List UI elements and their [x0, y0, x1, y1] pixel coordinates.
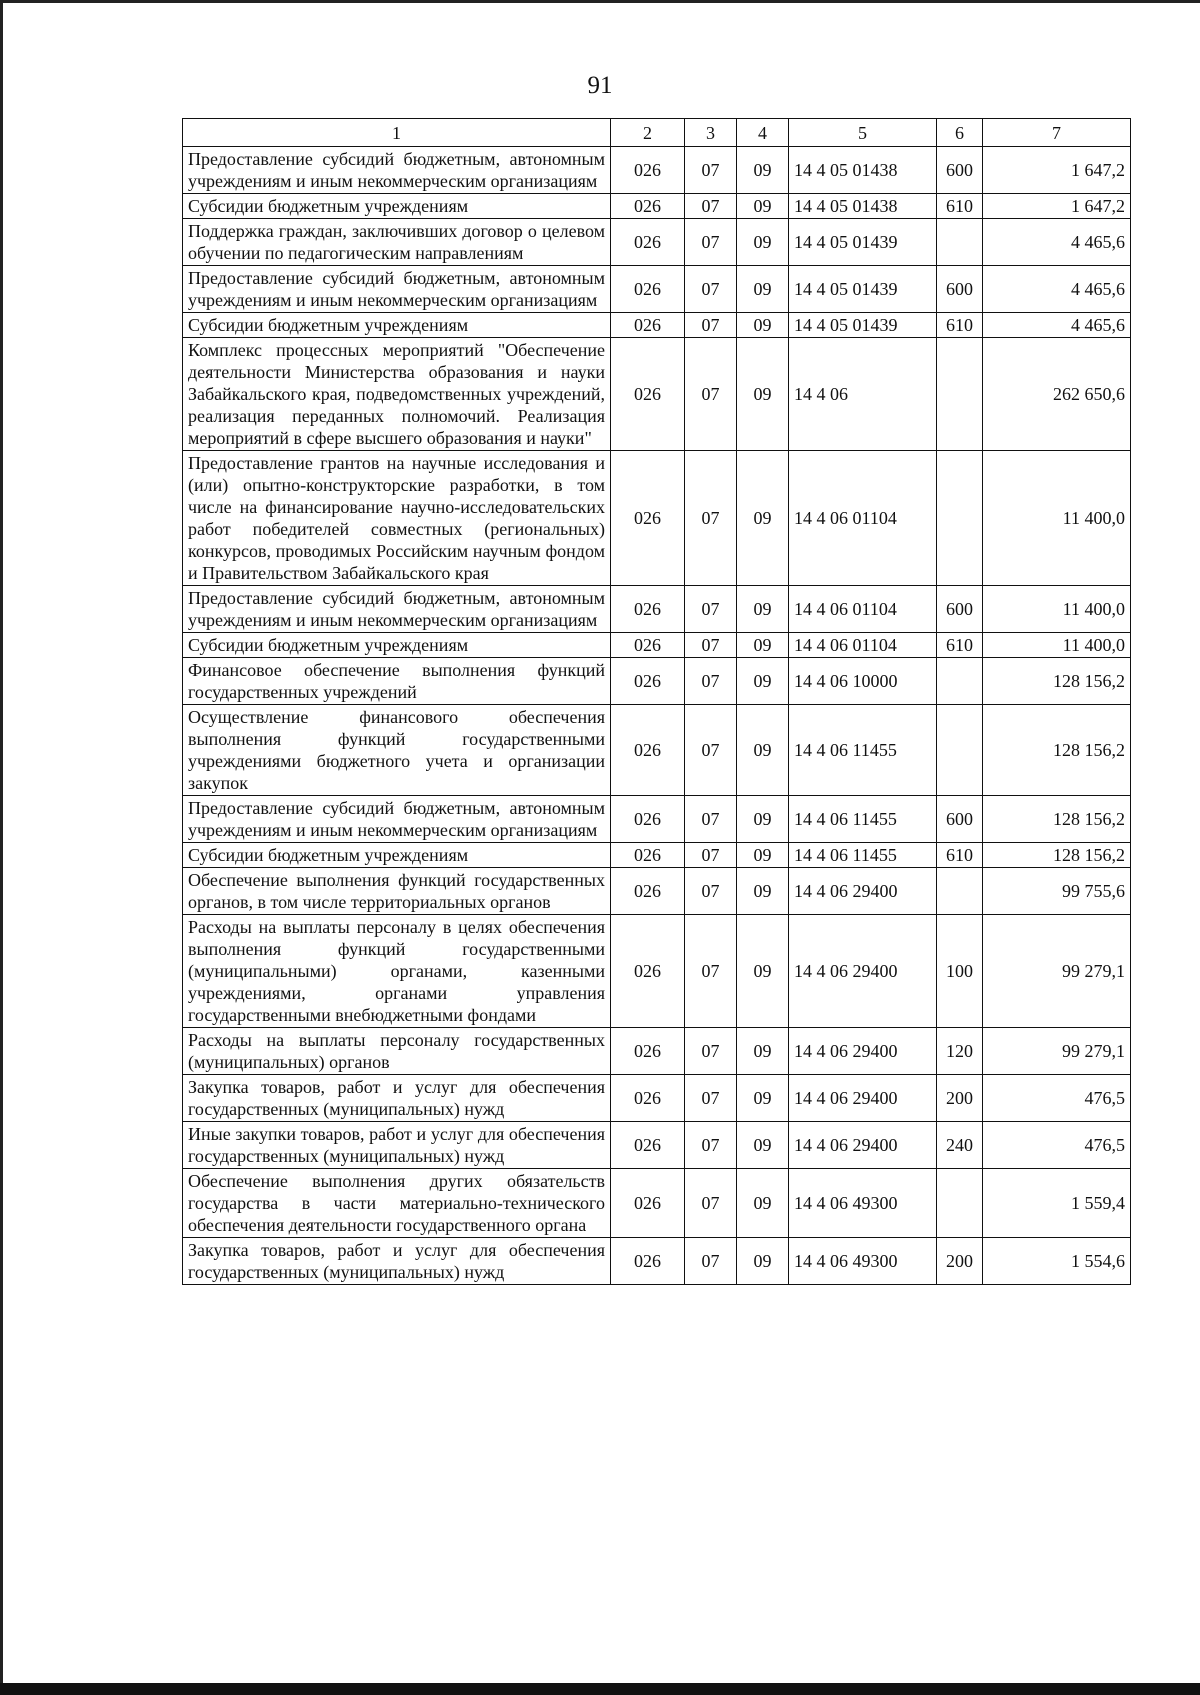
expense-type-cell	[937, 868, 983, 915]
section-code-cell: 07	[685, 1075, 737, 1122]
admin-code-cell: 026	[611, 147, 685, 194]
expense-type-cell: 610	[937, 313, 983, 338]
expense-type-cell: 600	[937, 266, 983, 313]
amount-cell: 1 559,4	[983, 1169, 1131, 1238]
subsection-code-cell: 09	[737, 586, 789, 633]
row-name-cell: Комплекс процессных мероприятий "Обеспечение деятельности Министерства образования и науки Забайкальского края, подведомственных учреждений, реализация переданных полномочий. Реализация мероприятий в сфере высшего образования и науки"	[183, 338, 611, 451]
target-article-cell: 14 4 06 29400	[789, 1122, 937, 1169]
row-name-cell: Предоставление субсидий бюджетным, автономным учреждениям и иным некоммерческим организациям	[183, 796, 611, 843]
section-code-cell: 07	[685, 338, 737, 451]
target-article-cell: 14 4 06 49300	[789, 1169, 937, 1238]
amount-cell: 11 400,0	[983, 451, 1131, 586]
expense-type-cell: 610	[937, 194, 983, 219]
target-article-cell: 14 4 06 11455	[789, 796, 937, 843]
subsection-code-cell: 09	[737, 1075, 789, 1122]
column-header: 7	[983, 119, 1131, 147]
target-article-cell: 14 4 05 01438	[789, 147, 937, 194]
scan-border-bottom	[0, 1683, 1200, 1695]
subsection-code-cell: 09	[737, 1169, 789, 1238]
section-code-cell: 07	[685, 658, 737, 705]
section-code-cell: 07	[685, 915, 737, 1028]
section-code-cell: 07	[685, 147, 737, 194]
section-code-cell: 07	[685, 796, 737, 843]
section-code-cell: 07	[685, 194, 737, 219]
expense-type-cell: 200	[937, 1075, 983, 1122]
expense-type-cell: 610	[937, 633, 983, 658]
amount-cell: 99 279,1	[983, 915, 1131, 1028]
target-article-cell: 14 4 06 29400	[789, 1075, 937, 1122]
row-name-cell: Расходы на выплаты персоналу государственных (муниципальных) органов	[183, 1028, 611, 1075]
amount-cell: 1 554,6	[983, 1238, 1131, 1285]
row-name-cell: Закупка товаров, работ и услуг для обеспечения государственных (муниципальных) нужд	[183, 1075, 611, 1122]
table-row	[183, 194, 1131, 219]
amount-cell: 4 465,6	[983, 266, 1131, 313]
admin-code-cell: 026	[611, 843, 685, 868]
amount-cell: 128 156,2	[983, 796, 1131, 843]
table-row	[183, 705, 1131, 796]
subsection-code-cell: 09	[737, 266, 789, 313]
table-row	[183, 658, 1131, 705]
row-name-cell: Предоставление грантов на научные исследования и (или) опытно-конструкторские разработки, в том числе на финансирование научно-исследовательских работ победителей совместных (региональных) конкурсов, проводимых Российским научным фондом и Правительством Забайкальского края	[183, 451, 611, 586]
row-name-cell: Обеспечение выполнения функций государственных органов, в том числе территориальных органов	[183, 868, 611, 915]
section-code-cell: 07	[685, 633, 737, 658]
column-header: 6	[937, 119, 983, 147]
target-article-cell: 14 4 05 01438	[789, 194, 937, 219]
amount-cell: 128 156,2	[983, 658, 1131, 705]
expense-type-cell	[937, 451, 983, 586]
amount-cell: 4 465,6	[983, 219, 1131, 266]
subsection-code-cell: 09	[737, 1028, 789, 1075]
row-name-cell: Иные закупки товаров, работ и услуг для обеспечения государственных (муниципальных) нужд	[183, 1122, 611, 1169]
table-row	[183, 313, 1131, 338]
row-name-cell: Финансовое обеспечение выполнения функций государственных учреждений	[183, 658, 611, 705]
row-name-cell: Предоставление субсидий бюджетным, автономным учреждениям и иным некоммерческим организациям	[183, 586, 611, 633]
admin-code-cell: 026	[611, 1028, 685, 1075]
amount-cell: 128 156,2	[983, 705, 1131, 796]
target-article-cell: 14 4 06 01104	[789, 451, 937, 586]
admin-code-cell: 026	[611, 1075, 685, 1122]
amount-cell: 4 465,6	[983, 313, 1131, 338]
amount-cell: 1 647,2	[983, 194, 1131, 219]
row-name-cell: Субсидии бюджетным учреждениям	[183, 633, 611, 658]
section-code-cell: 07	[685, 219, 737, 266]
scan-border-top	[0, 0, 1200, 3]
amount-cell: 11 400,0	[983, 586, 1131, 633]
subsection-code-cell: 09	[737, 313, 789, 338]
row-name-cell: Обеспечение выполнения других обязательств государства в части материально-технического обеспечения деятельности государственного органа	[183, 1169, 611, 1238]
subsection-code-cell: 09	[737, 451, 789, 586]
subsection-code-cell: 09	[737, 194, 789, 219]
amount-cell: 1 647,2	[983, 147, 1131, 194]
expense-type-cell	[937, 219, 983, 266]
table-row	[183, 1169, 1131, 1238]
section-code-cell: 07	[685, 313, 737, 338]
target-article-cell: 14 4 06 10000	[789, 658, 937, 705]
admin-code-cell: 026	[611, 219, 685, 266]
table-row	[183, 1028, 1131, 1075]
row-name-cell: Субсидии бюджетным учреждениям	[183, 194, 611, 219]
table-row	[183, 338, 1131, 451]
column-header: 4	[737, 119, 789, 147]
expense-type-cell: 610	[937, 843, 983, 868]
amount-cell: 99 279,1	[983, 1028, 1131, 1075]
table-row	[183, 1238, 1131, 1285]
row-name-cell: Осуществление финансового обеспечения выполнения функций государственными учреждениями бюджетного учета и организации закупок	[183, 705, 611, 796]
admin-code-cell: 026	[611, 633, 685, 658]
target-article-cell: 14 4 06 29400	[789, 868, 937, 915]
subsection-code-cell: 09	[737, 1122, 789, 1169]
subsection-code-cell: 09	[737, 147, 789, 194]
subsection-code-cell: 09	[737, 658, 789, 705]
table-row	[183, 451, 1131, 586]
table-body	[183, 147, 1131, 1285]
section-code-cell: 07	[685, 1122, 737, 1169]
expense-type-cell: 600	[937, 147, 983, 194]
subsection-code-cell: 09	[737, 219, 789, 266]
subsection-code-cell: 09	[737, 915, 789, 1028]
admin-code-cell: 026	[611, 194, 685, 219]
amount-cell: 11 400,0	[983, 633, 1131, 658]
header-row	[183, 119, 1131, 147]
table-row	[183, 266, 1131, 313]
section-code-cell: 07	[685, 266, 737, 313]
row-name-cell: Субсидии бюджетным учреждениям	[183, 313, 611, 338]
expense-type-cell: 100	[937, 915, 983, 1028]
admin-code-cell: 026	[611, 451, 685, 586]
subsection-code-cell: 09	[737, 705, 789, 796]
column-header: 5	[789, 119, 937, 147]
budget-table	[182, 118, 1131, 1285]
table-row	[183, 868, 1131, 915]
page-number: 91	[587, 72, 613, 99]
target-article-cell: 14 4 06 29400	[789, 915, 937, 1028]
admin-code-cell: 026	[611, 705, 685, 796]
target-article-cell: 14 4 06 11455	[789, 843, 937, 868]
subsection-code-cell: 09	[737, 338, 789, 451]
subsection-code-cell: 09	[737, 1238, 789, 1285]
expense-type-cell: 120	[937, 1028, 983, 1075]
subsection-code-cell: 09	[737, 633, 789, 658]
admin-code-cell: 026	[611, 868, 685, 915]
row-name-cell: Расходы на выплаты персоналу в целях обеспечения выполнения функций государственными (муниципальными) органами, казенными учреждениями, органами управления государственными внебюджетными фондами	[183, 915, 611, 1028]
table-row	[183, 1122, 1131, 1169]
section-code-cell: 07	[685, 1169, 737, 1238]
column-header: 2	[611, 119, 685, 147]
expense-type-cell	[937, 658, 983, 705]
table-row	[183, 147, 1131, 194]
table-row	[183, 586, 1131, 633]
expense-type-cell: 600	[937, 796, 983, 843]
admin-code-cell: 026	[611, 586, 685, 633]
section-code-cell: 07	[685, 1238, 737, 1285]
target-article-cell: 14 4 06 01104	[789, 633, 937, 658]
row-name-cell: Предоставление субсидий бюджетным, автономным учреждениям и иным некоммерческим организациям	[183, 266, 611, 313]
subsection-code-cell: 09	[737, 796, 789, 843]
column-header: 1	[183, 119, 611, 147]
row-name-cell: Предоставление субсидий бюджетным, автономным учреждениям и иным некоммерческим организациям	[183, 147, 611, 194]
expense-type-cell	[937, 1169, 983, 1238]
admin-code-cell: 026	[611, 1122, 685, 1169]
admin-code-cell: 026	[611, 1238, 685, 1285]
amount-cell: 128 156,2	[983, 843, 1131, 868]
subsection-code-cell: 09	[737, 843, 789, 868]
table-row	[183, 1075, 1131, 1122]
target-article-cell: 14 4 06	[789, 338, 937, 451]
target-article-cell: 14 4 05 01439	[789, 266, 937, 313]
admin-code-cell: 026	[611, 313, 685, 338]
target-article-cell: 14 4 06 29400	[789, 1028, 937, 1075]
expense-type-cell: 240	[937, 1122, 983, 1169]
section-code-cell: 07	[685, 705, 737, 796]
scan-border-left	[0, 0, 3, 1695]
admin-code-cell: 026	[611, 658, 685, 705]
table-row	[183, 796, 1131, 843]
target-article-cell: 14 4 05 01439	[789, 219, 937, 266]
row-name-cell: Поддержка граждан, заключивших договор о целевом обучении по педагогическим направлениям	[183, 219, 611, 266]
table-row	[183, 219, 1131, 266]
row-name-cell: Закупка товаров, работ и услуг для обеспечения государственных (муниципальных) нужд	[183, 1238, 611, 1285]
amount-cell: 476,5	[983, 1075, 1131, 1122]
section-code-cell: 07	[685, 1028, 737, 1075]
expense-type-cell	[937, 338, 983, 451]
subsection-code-cell: 09	[737, 868, 789, 915]
section-code-cell: 07	[685, 843, 737, 868]
expense-type-cell: 200	[937, 1238, 983, 1285]
admin-code-cell: 026	[611, 1169, 685, 1238]
row-name-cell: Субсидии бюджетным учреждениям	[183, 843, 611, 868]
expense-type-cell	[937, 705, 983, 796]
table-row	[183, 843, 1131, 868]
target-article-cell: 14 4 06 49300	[789, 1238, 937, 1285]
table-row	[183, 633, 1131, 658]
table-row	[183, 915, 1131, 1028]
expense-type-cell: 600	[937, 586, 983, 633]
target-article-cell: 14 4 06 01104	[789, 586, 937, 633]
amount-cell: 262 650,6	[983, 338, 1131, 451]
section-code-cell: 07	[685, 868, 737, 915]
admin-code-cell: 026	[611, 915, 685, 1028]
section-code-cell: 07	[685, 586, 737, 633]
amount-cell: 99 755,6	[983, 868, 1131, 915]
section-code-cell: 07	[685, 451, 737, 586]
target-article-cell: 14 4 06 11455	[789, 705, 937, 796]
admin-code-cell: 026	[611, 796, 685, 843]
amount-cell: 476,5	[983, 1122, 1131, 1169]
target-article-cell: 14 4 05 01439	[789, 313, 937, 338]
column-header: 3	[685, 119, 737, 147]
admin-code-cell: 026	[611, 266, 685, 313]
admin-code-cell: 026	[611, 338, 685, 451]
